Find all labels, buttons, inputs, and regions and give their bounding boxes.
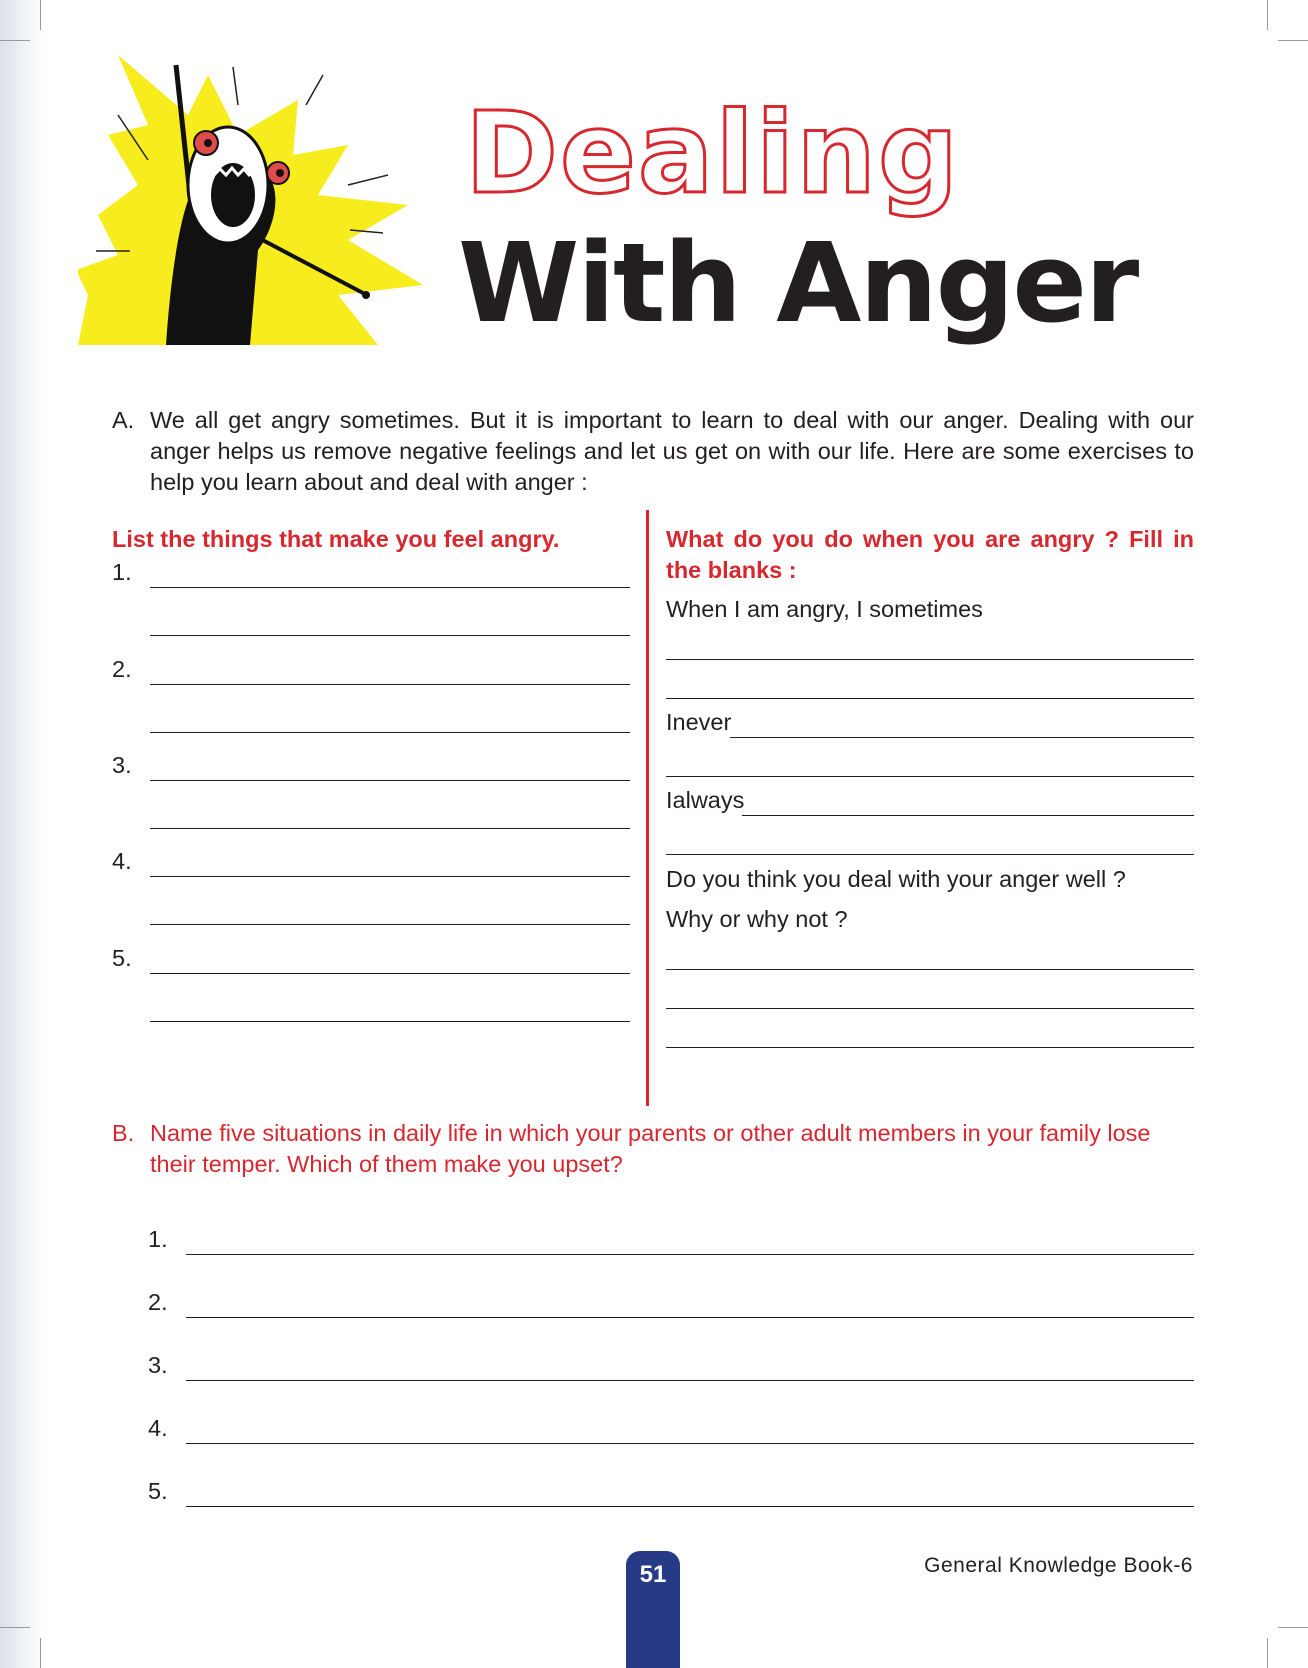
list-number: 4. [148, 1415, 168, 1441]
section-a-intro [112, 405, 1194, 498]
right-column-heading: What do you do when you are angry ? Fill in the blanks : [666, 526, 1194, 583]
column-divider [646, 510, 649, 1106]
page-edge-shading [0, 0, 44, 1668]
angry-figure-illustration [78, 55, 498, 355]
situation-line-2[interactable] [148, 1284, 1194, 1318]
answer-line-sometimes-1[interactable] [666, 628, 1194, 660]
answer-line-why-2[interactable] [666, 977, 1194, 1009]
answer-line-5b[interactable] [112, 988, 630, 1022]
prompt-never: Inever [666, 709, 732, 735]
list-number: 1. [112, 559, 132, 585]
question-deal-well: Do you think you deal with your anger well ? [666, 866, 1126, 892]
section-b-text: Name five situations in daily life in which your parents or other adult members in your family lose their temper. Which of them make you upset? [150, 1120, 1151, 1177]
question-why: Why or why not ? [666, 906, 848, 932]
prompt-always: Ialways [666, 787, 745, 813]
crop-mark [40, 1638, 41, 1668]
answer-line-why-3[interactable] [666, 1016, 1194, 1048]
answer-line-1b[interactable] [112, 602, 630, 636]
situation-line-5[interactable] [148, 1473, 1194, 1507]
crop-mark [40, 0, 41, 30]
situation-line-3[interactable] [148, 1347, 1194, 1381]
title-with-anger: With Anger [458, 219, 1138, 347]
crop-mark [0, 1627, 30, 1628]
list-number: 3. [112, 752, 132, 778]
title-dealing: Dealing [465, 89, 961, 219]
book-title: General Knowledge Book-6 [924, 1554, 1193, 1577]
answer-line-5[interactable] [112, 940, 630, 974]
crop-mark [1267, 0, 1268, 30]
list-number: 5. [112, 945, 132, 971]
answer-line-never-2[interactable] [666, 745, 1194, 777]
answer-line-always-2[interactable] [666, 823, 1194, 855]
answer-line-4b[interactable] [112, 891, 630, 925]
crop-mark [1278, 40, 1308, 41]
left-column-heading: List the things that make you feel angry. [112, 526, 560, 552]
list-number: 1. [148, 1226, 168, 1252]
prompt-sometimes: When I am angry, I sometimes [666, 596, 983, 622]
answer-line-sometimes-2[interactable] [666, 667, 1194, 699]
list-number: 2. [112, 656, 132, 682]
list-number: 5. [148, 1478, 168, 1504]
page-number-tab: 51 [626, 1551, 680, 1668]
section-a-marker: A. [112, 407, 135, 433]
situation-line-1[interactable] [148, 1221, 1194, 1255]
section-b-question [112, 1118, 1194, 1180]
list-number: 4. [112, 848, 132, 874]
list-number: 3. [148, 1352, 168, 1378]
situation-line-4[interactable] [148, 1410, 1194, 1444]
list-number: 2. [148, 1289, 168, 1315]
answer-line-4[interactable] [112, 843, 630, 877]
answer-line-3[interactable] [112, 747, 630, 781]
answer-line-always[interactable] [666, 784, 1194, 816]
crop-mark [1267, 1638, 1268, 1668]
answer-line-1[interactable] [112, 554, 630, 588]
answer-line-3b[interactable] [112, 795, 630, 829]
answer-line-never[interactable] [666, 706, 1194, 738]
answer-line-2b[interactable] [112, 699, 630, 733]
right-column [666, 524, 1194, 932]
left-column [112, 524, 630, 971]
section-a-text: We all get angry sometimes. But it is important to learn to deal with our anger. Dealing with our anger helps us remove negative feelings and let us get on with our life. Here are some exercises to help you learn about and deal with anger : [150, 407, 1194, 495]
answer-line-why-1[interactable] [666, 938, 1194, 970]
crop-mark [0, 40, 30, 41]
answer-line-2[interactable] [112, 651, 630, 685]
section-b-marker: B. [112, 1120, 135, 1146]
crop-mark [1278, 1627, 1308, 1628]
